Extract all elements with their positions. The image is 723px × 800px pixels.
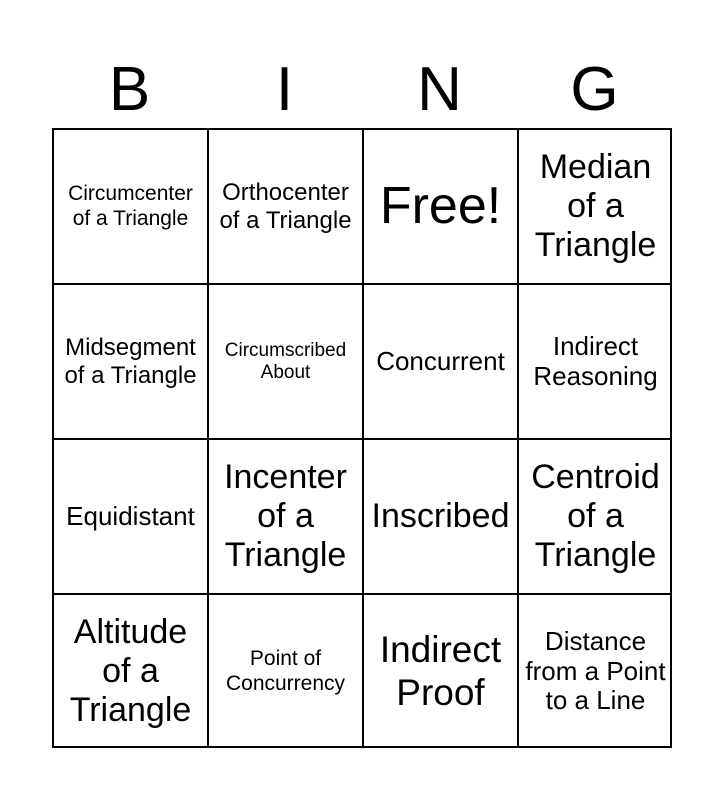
- header-letter-g: G: [570, 55, 619, 124]
- header-letter-b: B: [108, 55, 151, 124]
- bingo-cell[interactable]: Equidistant: [52, 438, 207, 593]
- bingo-cell[interactable]: Indirect Proof: [362, 593, 517, 748]
- bingo-board: [52, 128, 672, 748]
- bingo-cell[interactable]: Circumscribed About: [207, 283, 362, 438]
- bingo-cell[interactable]: Circumcenter of a Triangle: [52, 128, 207, 283]
- bingo-cell[interactable]: Point of Concurrency: [207, 593, 362, 748]
- bingo-cell[interactable]: Midsegment of a Triangle: [52, 283, 207, 438]
- bingo-cell[interactable]: Indirect Reasoning: [517, 283, 672, 438]
- free-cell[interactable]: Free!: [362, 128, 517, 283]
- bingo-cell[interactable]: Distance from a Point to a Line: [517, 593, 672, 748]
- bingo-cell[interactable]: Median of a Triangle: [517, 128, 672, 283]
- bingo-cell[interactable]: Incenter of a Triangle: [207, 438, 362, 593]
- bingo-cell[interactable]: Centroid of a Triangle: [517, 438, 672, 593]
- bingo-cell[interactable]: Inscribed: [362, 438, 517, 593]
- header-letter-i: I: [275, 55, 294, 124]
- bingo-header: [52, 52, 672, 128]
- header-letter-n: N: [417, 55, 462, 124]
- bingo-cell[interactable]: Orthocenter of a Triangle: [207, 128, 362, 283]
- bingo-cell[interactable]: Concurrent: [362, 283, 517, 438]
- bingo-cell[interactable]: Altitude of a Triangle: [52, 593, 207, 748]
